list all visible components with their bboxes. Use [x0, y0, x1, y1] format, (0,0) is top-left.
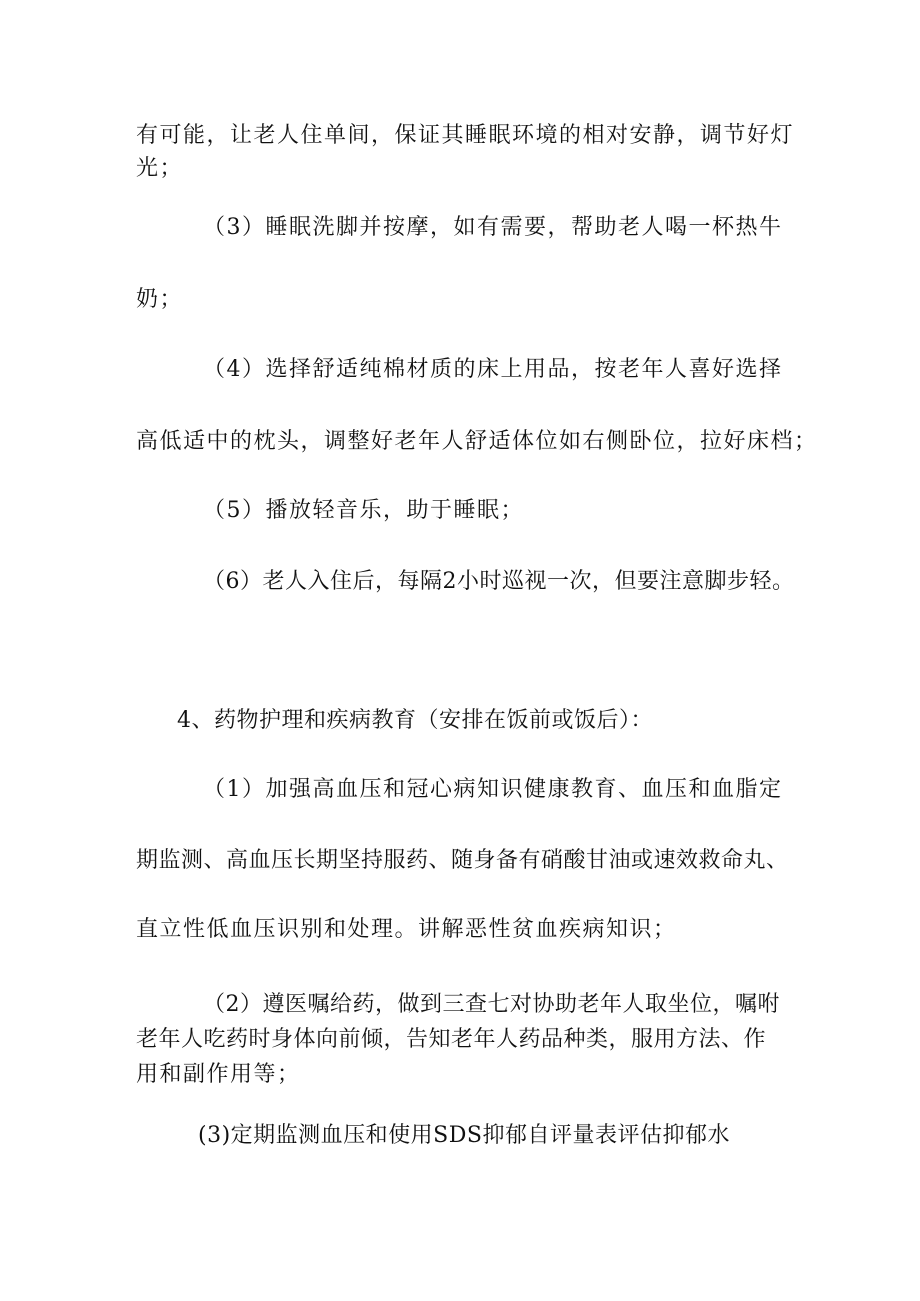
- section-heading: 4、药物护理和疾病教育（安排在饭前或饭后）：: [177, 708, 653, 733]
- text-line: 光；: [136, 156, 184, 181]
- text-line: （5）播放轻音乐，助于睡眠；: [203, 498, 524, 523]
- text-line: （2）遵医嘱给药，做到三查七对协助老年人取坐位，嘱咐: [203, 992, 780, 1017]
- text-line: (3)定期监测血压和使用SDS抑郁自评量表评估抑郁水: [198, 1123, 730, 1148]
- text-line: 用和副作用等；: [136, 1062, 301, 1087]
- text-line: （1）加强高血压和冠心病知识健康教育、血压和血脂定: [203, 777, 783, 802]
- text-line: 老年人吃药时身体向前倾，告知老年人药品种类，服用方法、作: [136, 1027, 767, 1052]
- text-line: （6）老人入住后，每隔2小时巡视一次，但要注意脚步轻。: [203, 569, 795, 594]
- text-line: 奶；: [136, 287, 184, 312]
- text-line: 高低适中的枕头，调整好老年人舒适体位如右侧卧位，拉好床档；: [136, 429, 818, 454]
- text-line: 直立性低血压识别和处理。讲解恶性贫血疾病知识；: [136, 917, 677, 942]
- text-line: （3）睡眠洗脚并按摩，如有需要，帮助老人喝一杯热牛: [203, 215, 783, 240]
- text-line: （4）选择舒适纯棉材质的床上用品，按老年人喜好选择: [203, 357, 783, 382]
- text-line: 期监测、高血压长期坚持服药、随身备有硝酸甘油或速效救命丸、: [136, 848, 789, 873]
- text-line: 有可能，让老人住单间，保证其睡眠环境的相对安静，调节好灯: [136, 123, 795, 148]
